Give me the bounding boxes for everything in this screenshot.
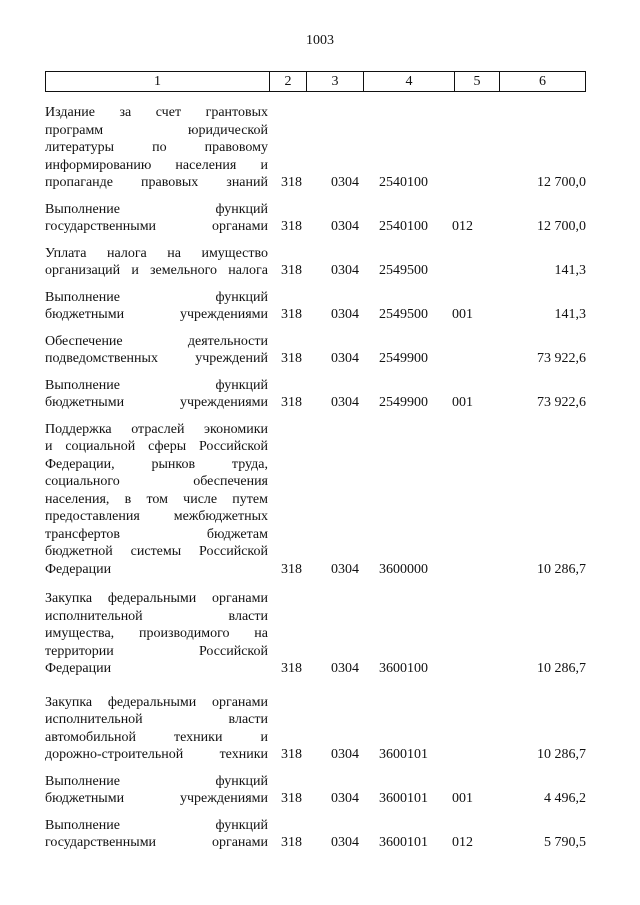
amount-value: 10 286,7 [537, 661, 586, 676]
row-description [45, 694, 268, 764]
column-header-1: 1 [46, 72, 270, 92]
description-line: Закупка федеральными органами [45, 591, 268, 606]
ministry-code: 318 [281, 835, 302, 850]
description-line: организаций и земельного налога [45, 263, 268, 278]
description-line: и социальной сферы Российской [45, 439, 268, 454]
description-line: бюджетными учреждениями [45, 395, 268, 410]
table-row [45, 377, 586, 412]
description-line: государственными органами [45, 835, 268, 850]
description-line: Выполнение функций [45, 201, 268, 217]
description-line: предоставления межбюджетных [45, 509, 268, 524]
target-article-code: 2549900 [379, 395, 428, 410]
description-line: населения, в том числе путем [45, 491, 268, 507]
section-code: 0304 [331, 561, 359, 577]
row-description [45, 590, 268, 678]
description-line: имущества, производимого на [45, 626, 268, 641]
section-code: 0304 [331, 395, 359, 410]
description-line: программ юридической [45, 122, 268, 138]
target-article-code: 2549500 [379, 263, 428, 278]
ministry-code: 318 [281, 263, 302, 278]
description-line: литературы по правовому [45, 140, 268, 155]
section-code: 0304 [331, 175, 359, 190]
table-row [45, 201, 586, 236]
description-line: Выполнение функций [45, 289, 268, 305]
column-header-3: 3 [307, 72, 364, 92]
description-line: социального обеспечения [45, 474, 268, 489]
section-code: 0304 [331, 661, 359, 676]
target-article-code: 3600000 [379, 561, 428, 577]
ministry-code: 318 [281, 219, 302, 234]
row-description [45, 773, 268, 808]
description-line: Поддержка отраслей экономики [45, 421, 268, 437]
ministry-code: 318 [281, 791, 302, 806]
table-row [45, 694, 586, 764]
row-description [45, 421, 268, 579]
table-row [45, 590, 586, 678]
column-header-2: 2 [270, 72, 307, 92]
description-line: бюджетными учреждениями [45, 307, 268, 322]
description-line: бюджетными учреждениями [45, 791, 268, 806]
target-article-code: 2540100 [379, 175, 428, 190]
description-line: автомобильной техники и [45, 729, 268, 745]
column-header-row [46, 72, 586, 92]
ministry-code: 318 [281, 175, 302, 190]
description-line: трансфертов бюджетам [45, 526, 268, 542]
target-article-code: 2540100 [379, 219, 428, 234]
description-line: территории Российской [45, 643, 268, 659]
table-row [45, 773, 586, 808]
section-code: 0304 [331, 219, 359, 234]
table-row [45, 289, 586, 324]
description-line: подведомственных учреждений [45, 351, 268, 366]
amount-value: 4 496,2 [544, 791, 586, 806]
target-article-code: 2549500 [379, 307, 428, 322]
table-row [45, 817, 586, 852]
expense-type-code: 001 [452, 307, 473, 322]
column-header-5: 5 [455, 72, 500, 92]
column-header-table [45, 71, 586, 92]
section-code: 0304 [331, 307, 359, 322]
expense-type-code: 001 [452, 791, 473, 806]
amount-value: 141,3 [554, 307, 586, 322]
table-row [45, 421, 586, 579]
target-article-code: 3600101 [379, 791, 428, 806]
target-article-code: 3600101 [379, 747, 428, 762]
description-line: Издание за счет грантовых [45, 105, 268, 120]
description-line: Обеспечение деятельности [45, 333, 268, 349]
amount-value: 73 922,6 [537, 351, 586, 366]
row-description [45, 377, 268, 412]
row-description [45, 201, 268, 236]
description-line: государственными органами [45, 219, 268, 234]
target-article-code: 3600100 [379, 661, 428, 676]
ministry-code: 318 [281, 395, 302, 410]
row-description [45, 333, 268, 368]
description-line: информированию населения и [45, 157, 268, 173]
amount-value: 10 286,7 [537, 747, 586, 762]
page-number: 1003 [306, 33, 334, 48]
description-line: Выполнение функций [45, 817, 268, 833]
description-line: Федерации [45, 561, 112, 577]
amount-value: 12 700,0 [537, 219, 586, 234]
target-article-code: 2549900 [379, 351, 428, 366]
description-line: Закупка федеральными органами [45, 694, 268, 710]
description-line: дорожно-строительной техники [45, 747, 268, 762]
section-code: 0304 [331, 791, 359, 806]
amount-value: 141,3 [554, 263, 586, 278]
table-row [45, 333, 586, 368]
amount-value: 5 790,5 [544, 835, 586, 850]
ministry-code: 318 [281, 661, 302, 676]
description-line: пропаганде правовых знаний [45, 175, 268, 190]
ministry-code: 318 [281, 351, 302, 366]
section-code: 0304 [331, 263, 359, 278]
section-code: 0304 [331, 835, 359, 850]
ministry-code: 318 [281, 307, 302, 322]
budget-table-body [45, 104, 586, 852]
expense-type-code: 012 [452, 219, 473, 234]
description-line: исполнительной власти [45, 608, 268, 624]
description-line: Федерации [45, 661, 112, 676]
section-code: 0304 [331, 351, 359, 366]
amount-value: 12 700,0 [537, 175, 586, 190]
ministry-code: 318 [281, 747, 302, 762]
description-line: Уплата налога на имущество [45, 245, 268, 261]
table-row [45, 245, 586, 280]
section-code: 0304 [331, 747, 359, 762]
row-description [45, 289, 268, 324]
column-header-6: 6 [500, 72, 586, 92]
description-line: Выполнение функций [45, 773, 268, 789]
ministry-code: 318 [281, 561, 302, 577]
row-description [45, 104, 268, 192]
table-row [45, 104, 586, 192]
expense-type-code: 012 [452, 835, 473, 850]
expense-type-code: 001 [452, 395, 473, 410]
description-line: бюджетной системы Российской [45, 544, 268, 559]
row-description [45, 245, 268, 280]
amount-value: 10 286,7 [537, 561, 586, 577]
description-line: исполнительной власти [45, 712, 268, 727]
column-header-4: 4 [364, 72, 455, 92]
description-line: Федерации, рынков труда, [45, 456, 268, 472]
row-description [45, 817, 268, 852]
target-article-code: 3600101 [379, 835, 428, 850]
amount-value: 73 922,6 [537, 395, 586, 410]
description-line: Выполнение функций [45, 377, 268, 393]
